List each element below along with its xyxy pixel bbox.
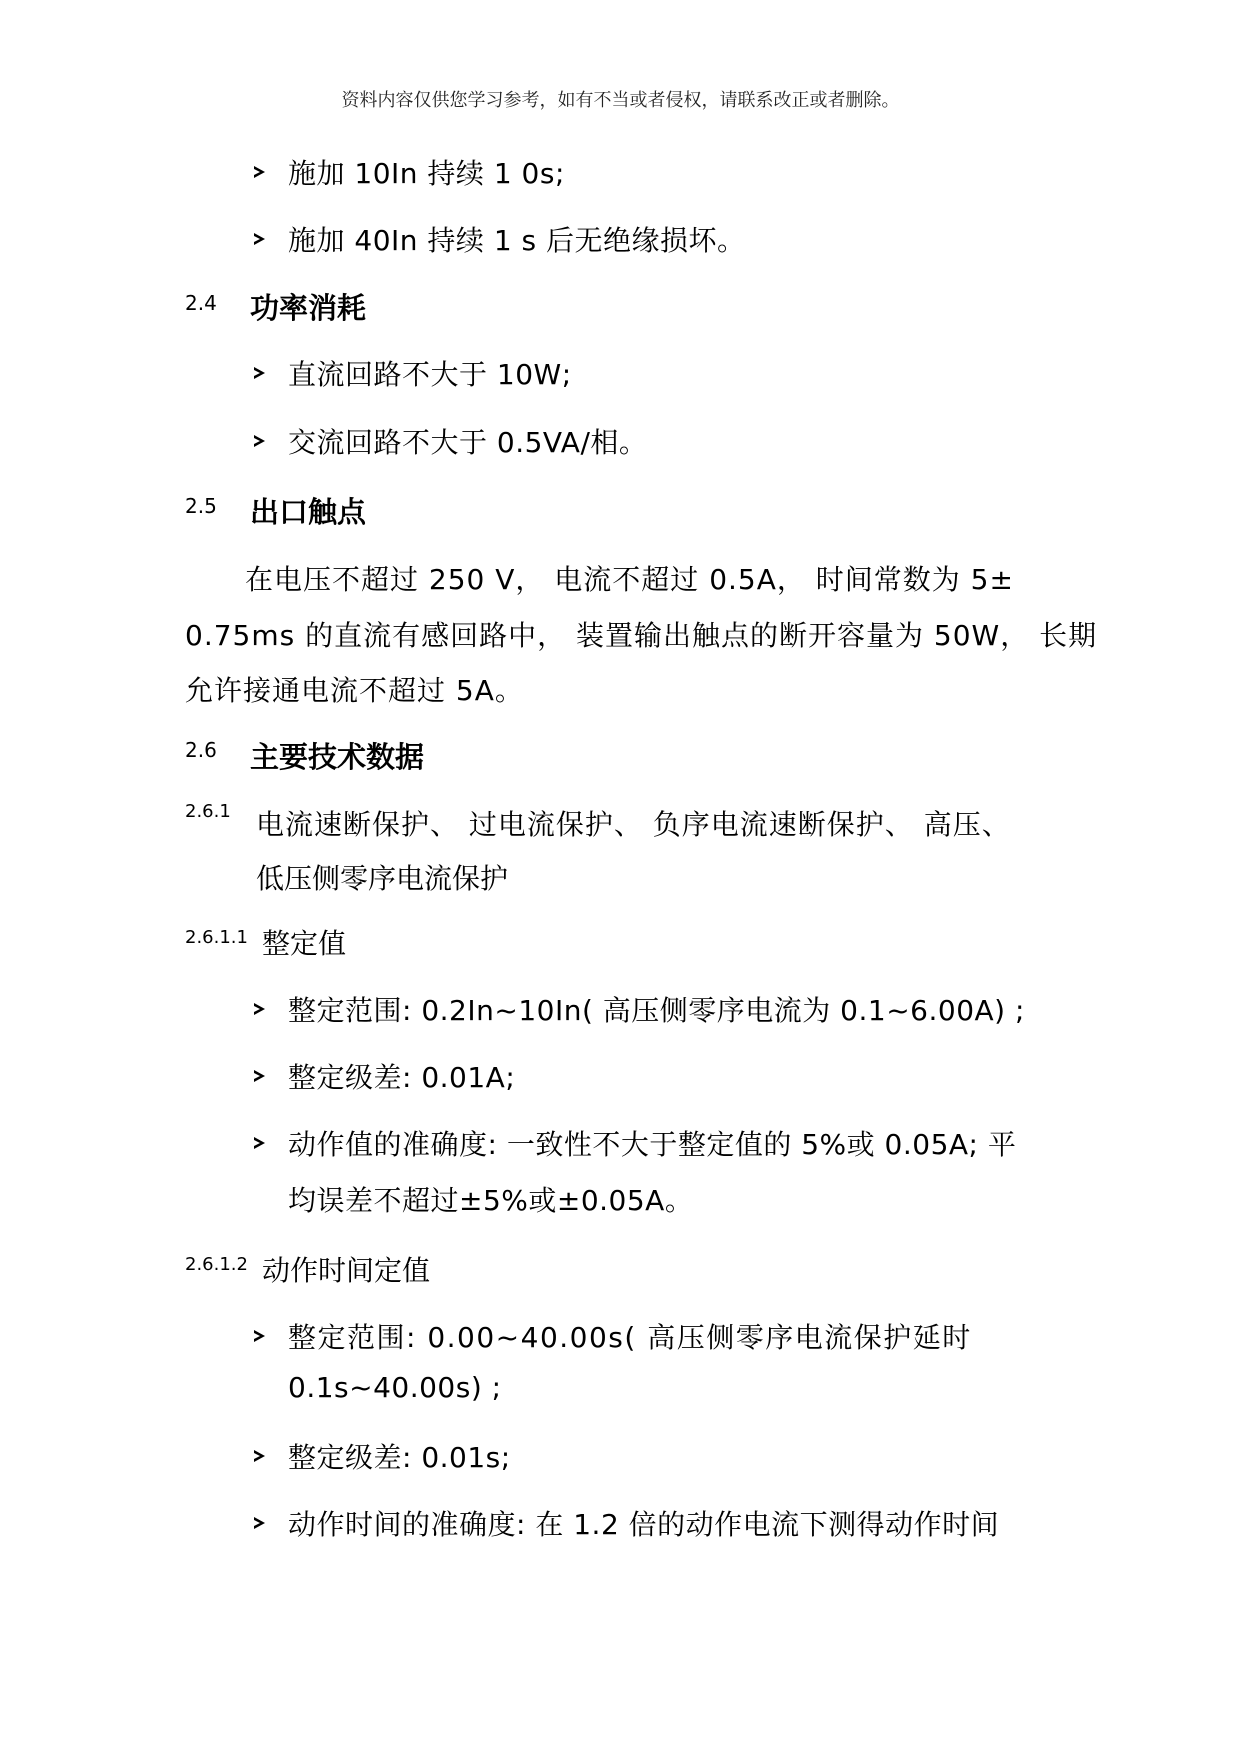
list-item: 整定级差: 0.01A; [288, 1061, 516, 1094]
bullet-arrow-icon [254, 1070, 265, 1082]
list-item: 动作时间的准确度: 在 1.2 倍的动作电流下测得动作时间 [288, 1508, 1000, 1541]
section-title: 功率消耗 [250, 291, 367, 325]
list-item: 直流回路不大于 10W; [288, 358, 572, 391]
bullet-arrow-icon [254, 1517, 265, 1529]
paragraph-line: 在电压不超过 250 V， 电流不超过 0.5A， 时间常数为 5± [245, 563, 1014, 596]
list-item: 施加 40In 持续 1 s 后无绝缘损坏。 [288, 224, 746, 257]
page-header-notice: 资料内容仅供您学习参考，如有不当或者侵权，请联系改正或者删除。 [341, 90, 900, 111]
list-item: 施加 10In 持续 1 0s; [288, 157, 565, 190]
bullet-arrow-icon [254, 1330, 265, 1342]
paragraph-line: 0.75ms 的直流有感回路中， 装置输出触点的断开容量为 50W， 长期 [185, 619, 1098, 652]
subsection-title: 整定值 [262, 927, 347, 960]
subsection-title-line: 电流速断保护、 过电流保护、 负序电流速断保护、 高压、 [256, 808, 1011, 841]
bullet-arrow-icon [254, 233, 265, 245]
section-title: 出口触点 [250, 495, 367, 529]
section-number: 2.6 [185, 738, 217, 762]
list-item: 整定范围: 0.00~40.00s( 高压侧零序电流保护延时 [288, 1321, 972, 1354]
subsection-title: 动作时间定值 [262, 1254, 431, 1287]
bullet-arrow-icon [254, 367, 265, 379]
bullet-arrow-icon [254, 1137, 265, 1149]
section-title: 主要技术数据 [250, 740, 425, 774]
bullet-arrow-icon [254, 435, 265, 447]
bullet-arrow-icon [254, 1450, 265, 1462]
subsection-number: 2.6.1.1 [185, 927, 248, 948]
list-item-continuation: 均误差不超过±5%或±0.05A。 [288, 1184, 694, 1217]
section-number: 2.4 [185, 291, 217, 315]
subsection-number: 2.6.1.2 [185, 1254, 248, 1275]
bullet-arrow-icon [254, 1003, 265, 1015]
bullet-arrow-icon [254, 166, 265, 178]
subsection-number: 2.6.1 [185, 801, 231, 822]
subsection-title-line: 低压侧零序电流保护 [256, 862, 509, 895]
list-item: 动作值的准确度: 一致性不大于整定值的 5%或 0.05A; 平 [288, 1128, 1017, 1161]
list-item: 整定范围: 0.2In~10In( 高压侧零序电流为 0.1~6.00A) ; [288, 994, 1025, 1027]
list-item: 交流回路不大于 0.5VA/相。 [288, 426, 648, 459]
section-number: 2.5 [185, 494, 217, 518]
list-item: 整定级差: 0.01s; [288, 1441, 511, 1474]
list-item-continuation: 0.1s~40.00s) ; [288, 1371, 502, 1404]
paragraph-line: 允许接通电流不超过 5A。 [185, 674, 524, 707]
